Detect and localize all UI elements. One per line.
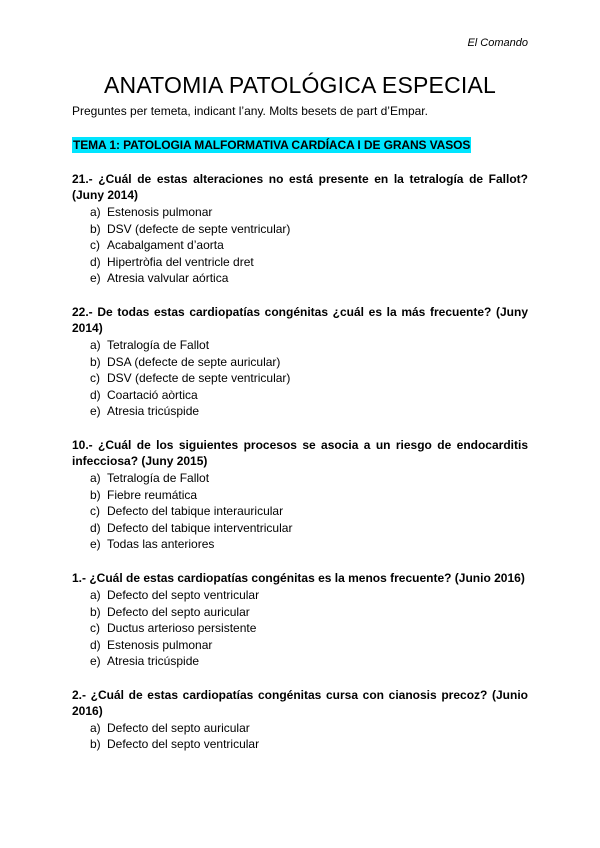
option-letter: a) — [90, 337, 101, 352]
option-letter: c) — [90, 371, 100, 386]
answer-option — [72, 503, 528, 520]
answer-option — [72, 221, 528, 238]
option-letter: d) — [90, 254, 101, 269]
option-text: DSV (defecte de septe ventricular) — [107, 221, 291, 236]
option-text: Tetralogía de Fallot — [107, 337, 210, 352]
answer-option — [72, 653, 528, 670]
question-block — [72, 171, 528, 287]
question-text: 10.- ¿Cuál de los siguientes procesos se asocia a un riesgo de endocarditis infecciosa? (Juny 2015) — [72, 437, 528, 468]
option-text: Atresia tricúspide — [107, 654, 200, 669]
answer-option — [72, 637, 528, 654]
answer-option — [72, 270, 528, 287]
answer-option — [72, 237, 528, 254]
question-block — [72, 687, 528, 753]
option-letter: b) — [90, 604, 101, 619]
option-text: Defecto del septo auricular — [107, 604, 250, 619]
answer-option — [72, 470, 528, 487]
answer-option — [72, 487, 528, 504]
option-letter: a) — [90, 470, 101, 485]
option-letter: b) — [90, 487, 101, 502]
option-list — [72, 720, 528, 753]
question-list — [72, 171, 528, 770]
answer-option — [72, 403, 528, 420]
option-text: Acabalgament d’aorta — [107, 238, 224, 253]
question-text: 21.- ¿Cuál de estas alteraciones no está presente en la tetralogía de Fallot? (Juny 2014) — [72, 172, 528, 202]
answer-option — [72, 204, 528, 221]
question-text: 1.- ¿Cuál de estas cardiopatías congénitas es la menos frecuente? (Junio 2016) — [72, 570, 525, 585]
option-letter: c) — [90, 504, 100, 519]
answer-option — [72, 387, 528, 404]
option-text: Defecto del septo ventricular — [107, 587, 260, 602]
option-letter: b) — [90, 737, 101, 752]
option-text: Ductus arterioso persistente — [107, 621, 257, 636]
option-text: Atresia tricúspide — [107, 404, 200, 419]
option-text: Coartació aòrtica — [107, 387, 198, 402]
option-letter: b) — [90, 354, 101, 369]
answer-option — [72, 604, 528, 621]
option-list — [72, 587, 528, 670]
option-letter: a) — [90, 720, 101, 735]
question-block — [72, 437, 528, 553]
option-text: Todas las anteriores — [107, 537, 215, 552]
document-subtitle: Preguntes per temeta, indicant l’any. Molts besets de part d’Empar. — [72, 104, 428, 118]
question-block — [72, 570, 528, 670]
header-label: El Comando — [467, 37, 528, 49]
option-text: Fiebre reumática — [107, 487, 198, 502]
answer-option — [72, 620, 528, 637]
answer-option — [72, 736, 528, 753]
option-text: Defecto del septo auricular — [107, 720, 250, 735]
answer-option — [72, 536, 528, 553]
document-title: ANATOMIA PATOLÓGICA ESPECIAL — [103, 72, 497, 98]
option-text: Estenosis pulmonar — [107, 205, 213, 219]
option-letter: e) — [90, 404, 101, 419]
option-list — [72, 470, 528, 553]
answer-option — [72, 720, 528, 737]
option-letter: e) — [90, 654, 101, 669]
answer-option — [72, 354, 528, 371]
option-letter: a) — [90, 205, 101, 219]
option-letter: c) — [90, 238, 100, 253]
option-text: Defecto del tabique interventricular — [107, 520, 293, 535]
option-letter: d) — [90, 637, 101, 652]
section-heading: TEMA 1: PATOLOGIA MALFORMATIVA CARDÍACA I DE GRANS VASOS — [73, 138, 471, 152]
option-text: Atresia valvular aórtica — [107, 271, 229, 286]
option-text: Estenosis pulmonar — [107, 637, 213, 652]
option-letter: e) — [90, 271, 101, 286]
option-letter: d) — [90, 520, 101, 535]
option-text: DSV (defecte de septe ventricular) — [107, 371, 291, 386]
option-list — [72, 204, 528, 287]
option-letter: c) — [90, 621, 100, 636]
option-text: Defecto del septo ventricular — [107, 737, 260, 752]
answer-option — [72, 520, 528, 537]
option-letter: e) — [90, 537, 101, 552]
question-text: 2.- ¿Cuál de estas cardiopatías congénitas cursa con cianosis precoz? (Junio 2016) — [72, 687, 528, 718]
question-block — [72, 304, 528, 420]
option-letter: a) — [90, 587, 101, 602]
option-text: Defecto del tabique interauricular — [107, 504, 284, 519]
answer-option — [72, 587, 528, 604]
option-text: Hipertròfia del ventricle dret — [107, 254, 254, 269]
option-text: Tetralogía de Fallot — [107, 470, 210, 485]
answer-option — [72, 370, 528, 387]
question-text: 22.- De todas estas cardiopatías congénitas ¿cuál es la más frecuente? (Juny 2014) — [72, 304, 528, 335]
option-list — [72, 337, 528, 420]
option-letter: b) — [90, 221, 101, 236]
answer-option — [72, 254, 528, 271]
option-letter: d) — [90, 387, 101, 402]
option-text: DSA (defecte de septe auricular) — [107, 354, 281, 369]
answer-option — [72, 337, 528, 354]
